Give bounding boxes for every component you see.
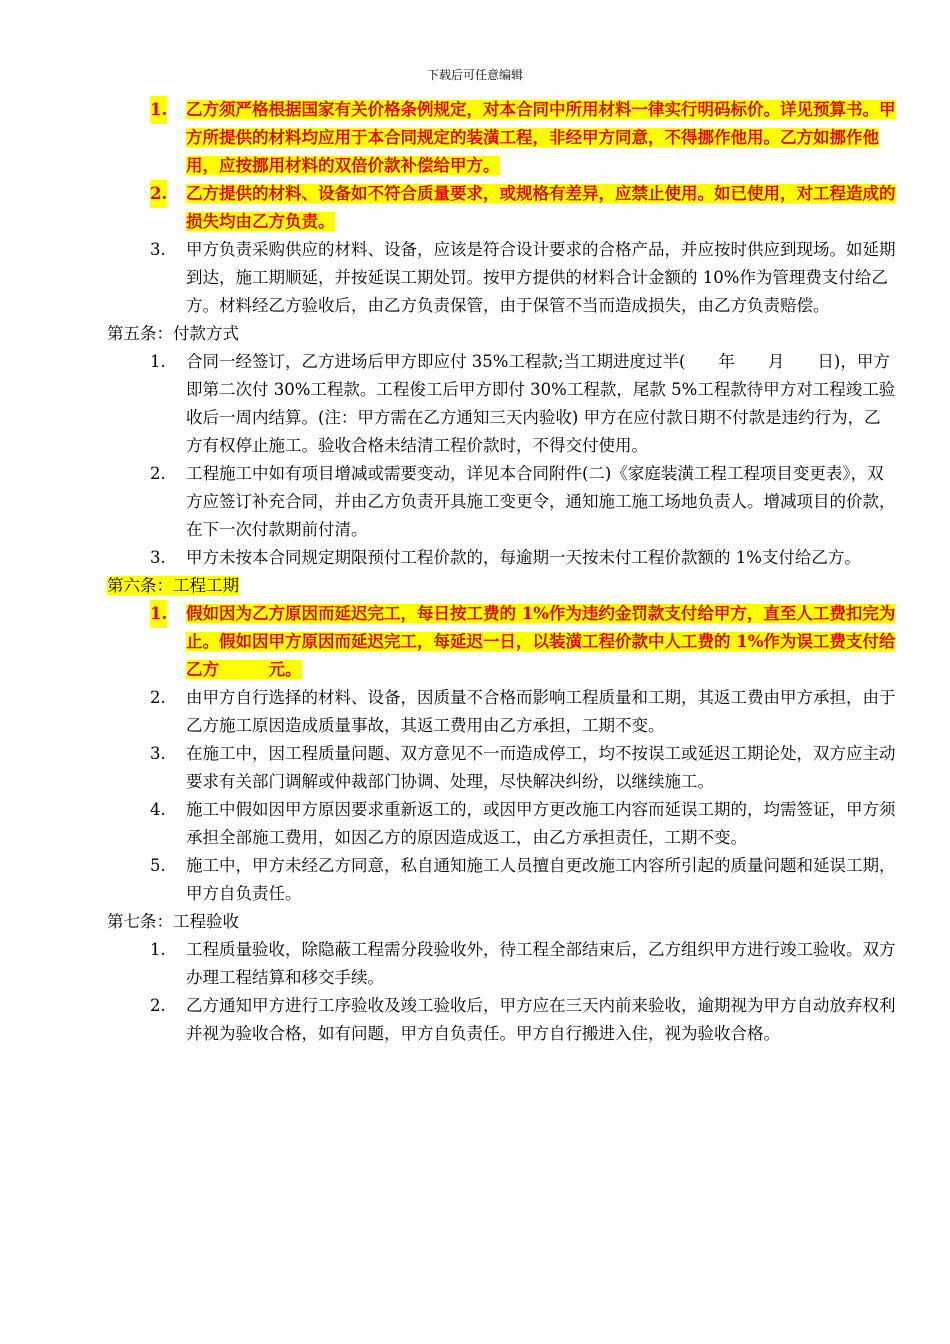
item-number: 2.: [150, 688, 166, 707]
item-text: 合同一经签订，乙方进场后甲方即应付 35%工程款;当工期进度过半( 年 月 日)，甲方即第二次付 30%工程款。工程俊工后甲方即付 30%工程款，尾款 5%工程款待甲方对工程竣工验收后一周内结算。(注：甲方需在乙方通知三天内验收) 甲方在应付款日期不付款是违约行为，乙方有权停止施工。验收合格未结清工程价款时，不得交付使用。: [186, 352, 896, 455]
list-item: [107, 348, 897, 460]
item-number: 2.: [150, 996, 166, 1015]
item-text: 在施工中，因工程质量问题、双方意见不一而造成停工，均不按误工或延迟工期论处，双方应主动要求有关部门调解或仲裁部门协调、处理，尽快解决纠纷，以继续施工。: [186, 744, 896, 791]
item-number: 1.: [150, 600, 167, 628]
section-heading-text: 第七条：工程验收: [107, 912, 239, 931]
item-number: 1.: [150, 940, 166, 959]
list-item: [107, 992, 897, 1048]
item-number: 2.: [150, 180, 167, 208]
list-item: [107, 544, 897, 572]
item-text: 施工中，甲方未经乙方同意，私自通知施工人员擅自更改施工内容所引起的质量问题和延误工期，甲方自负责任。: [186, 856, 896, 903]
section-heading: [107, 908, 897, 936]
item-number: 1.: [150, 352, 166, 371]
item-number: 3.: [150, 744, 166, 763]
item-text: 工程施工中如有项目增减或需要变动，详见本合同附件(二)《家庭装潢工程工程项目变更表》，双方应签订补充合同，并由乙方负责开具施工变更令，通知施工施工场地负责人。增减项目的价款，在下一次付款期前付清。: [186, 464, 896, 539]
item-number: 4.: [150, 800, 166, 819]
list-item: [107, 796, 897, 852]
list-item: [107, 236, 897, 320]
item-text: 由甲方自行选择的材料、设备，因质量不合格而影响工程质量和工期，其返工费由甲方承担，由于乙方施工原因造成质量事故，其返工费用由乙方承担，工期不变。: [186, 688, 896, 735]
list-item: [107, 684, 897, 740]
item-text: 乙方通知甲方进行工序验收及竣工验收后，甲方应在三天内前来验收，逾期视为甲方自动放弃权利并视为验收合格，如有问题，甲方自负责任。甲方自行搬进入住，视为验收合格。: [186, 996, 896, 1043]
list-item: [107, 96, 897, 180]
section-heading-text: 第六条：工程工期: [107, 576, 239, 595]
section-heading: [107, 320, 897, 348]
page-header: 下载后可任意编辑: [426, 68, 523, 82]
list-item: [107, 600, 897, 684]
section-heading-text: 第五条：付款方式: [107, 324, 239, 343]
list-item: [107, 460, 897, 544]
list-item: [107, 740, 897, 796]
item-text: 乙方提供的材料、设备如不符合质量要求，或规格有差异，应禁止使用。如已使用，对工程造成的损失均由乙方负责。: [186, 184, 896, 231]
item-number: 1.: [150, 96, 167, 124]
list-item: [107, 180, 897, 236]
item-text: 甲方负责采购供应的材料、设备，应该是符合设计要求的合格产品，并应按时供应到现场。如延期到达，施工期顺延，并按延误工期处罚。按甲方提供的材料合计金额的 10%作为管理费支付给乙方。材料经乙方验收后，由乙方负责保管，由于保管不当而造成损失，由乙方负责赔偿。: [186, 240, 896, 315]
item-text: 乙方须严格根据国家有关价格条例规定，对本合同中所用材料一律实行明码标价。详见预算书。甲方所提供的材料均应用于本合同规定的装潢工程，非经甲方同意，不得挪作他用。乙方如挪作他用，应按挪用材料的双倍价款补偿给甲方。: [186, 100, 896, 175]
item-number: 3.: [150, 548, 166, 567]
list-item: [107, 852, 897, 908]
item-text: 施工中假如因甲方原因要求重新返工的，或因甲方更改施工内容而延误工期的，均需签证，甲方须承担全部施工费用，如因乙方的原因造成返工，由乙方承担责任，工期不变。: [186, 800, 896, 847]
list-item: [107, 936, 897, 992]
item-text: 甲方未按本合同规定期限预付工程价款的，每逾期一天按未付工程价款额的 1%支付给乙方。: [186, 548, 861, 567]
item-number: 2.: [150, 464, 166, 483]
item-number: 5.: [150, 856, 166, 875]
item-text: 假如因为乙方原因而延迟完工，每日按工费的 1%作为违约金罚款支付给甲方，直至人工费扣完为止。假如因甲方原因而延迟完工，每延迟一日，以装潢工程价款中人工费的 1%作为误工费支付给乙方 元。: [186, 604, 896, 679]
item-number: 3.: [150, 240, 166, 259]
section-heading: [107, 572, 897, 600]
document-body: [107, 96, 897, 1048]
item-text: 工程质量验收，除隐蔽工程需分段验收外，待工程全部结束后，乙方组织甲方进行竣工验收。双方办理工程结算和移交手续。: [186, 940, 896, 987]
